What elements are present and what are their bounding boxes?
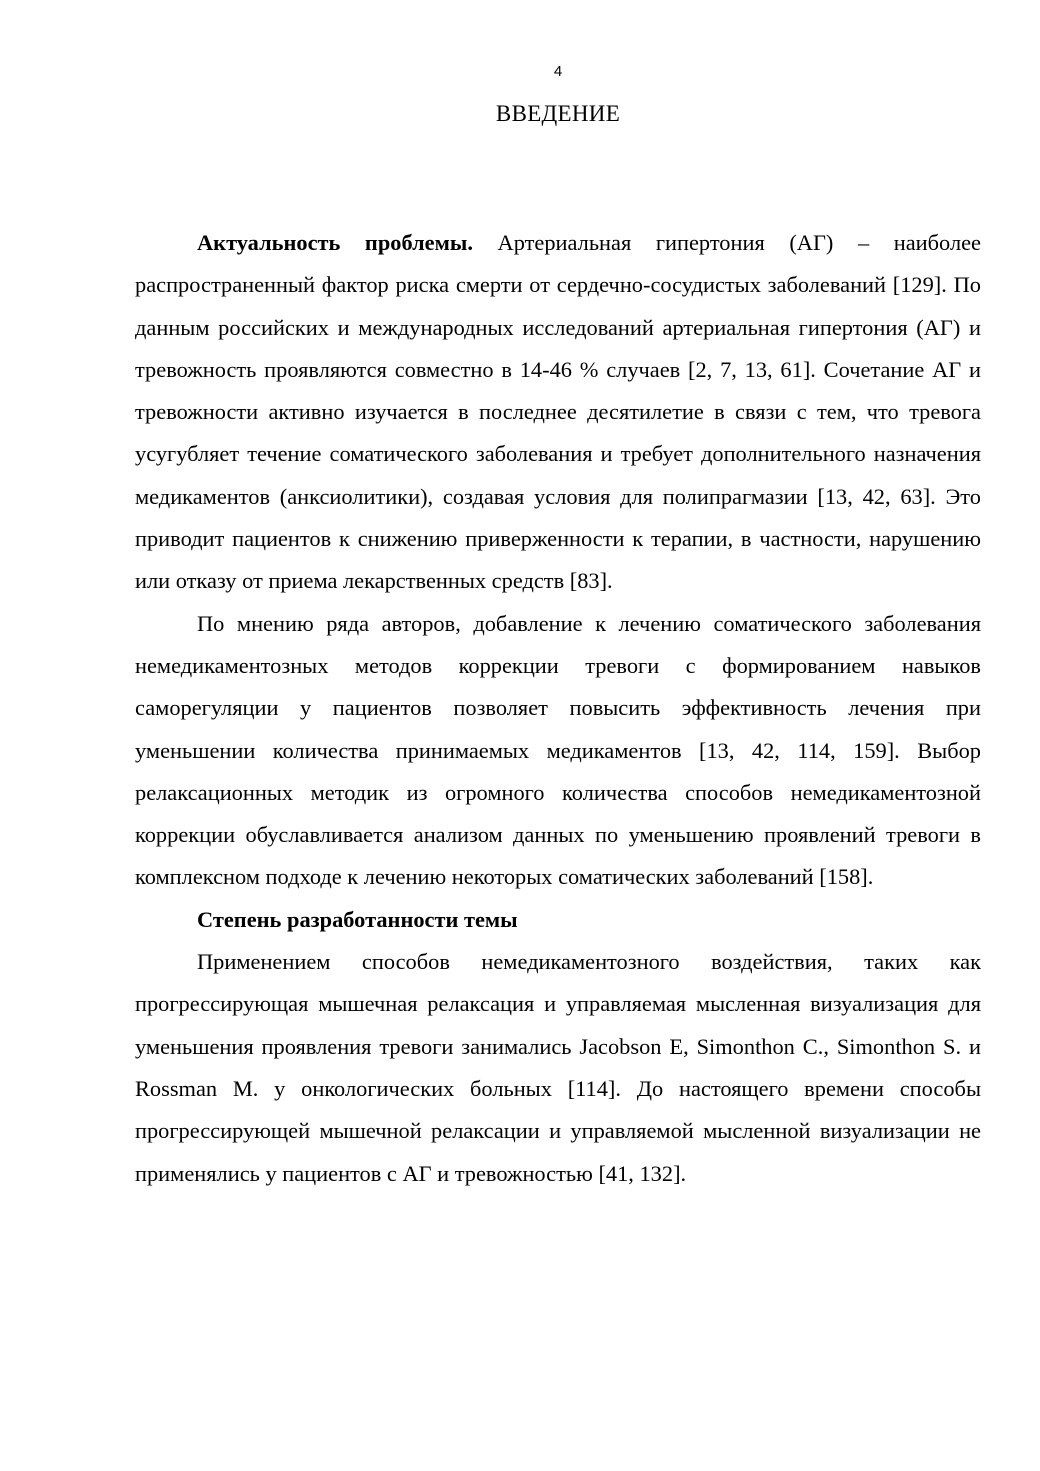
paragraph-relevance — [135, 222, 981, 603]
page-title: ВВЕДЕНИЕ — [495, 101, 621, 126]
section-heading-development: Степень разработанности темы — [197, 906, 518, 932]
relevance-text: Артериальная гипертония (АГ) – наиболее распространенный фактор риска смерти от сердечно-сосудистых заболеваний [129]. По данным российских и международных исследований артериальная гипертония (АГ) и тревожность проявляются совместно в 14-46 % случаев [2, 7, 13, 61]. Сочетание АГ и тревожности активно изучается в последнее десятилетие в связи с тем, что тревога усугубляет течение соматического заболевания и требует дополнительного назначения медикаментов (анксиолитики), создавая условия для полипрагмазии [13, 42, 63]. Это приводит пациентов к снижению приверженности к терапии, в частности, нарушению или отказу от приема лекарственных средств [83]. — [135, 230, 981, 594]
page-number: 4 — [553, 63, 563, 80]
paragraph-development: Применением способов немедикаментозного воздействия, таких как прогрессирующая мышечная релаксация и управляемая мысленная визуализация для уменьшения проявления тревоги занимались Jacobson E, Simonthon C., Simonthon S. и Rossman M. у онкологических больных [114]. До настоящего времени способы прогрессирующей мышечной релаксации и управляемой мысленной визуализации не применялись у пациентов с АГ и тревожностью [41, 132]. — [135, 949, 981, 1186]
paragraph-opinion: По мнению ряда авторов, добавление к лечению соматического заболевания немедикаментозных методов коррекции тревоги с формированием навыков саморегуляции у пациентов позволяет повысить эффективность лечения при уменьшении количества принимаемых медикаментов [13, 42, 114, 159]. Выбор релаксационных методик из огромного количества способов немедикаментозной коррекции обуславливается анализом данных по уменьшению проявлений тревоги в комплексном подходе к лечению некоторых соматических заболеваний [158]. — [135, 610, 981, 890]
relevance-lead: Актуальность проблемы. — [197, 230, 473, 255]
document-body — [135, 222, 981, 1195]
